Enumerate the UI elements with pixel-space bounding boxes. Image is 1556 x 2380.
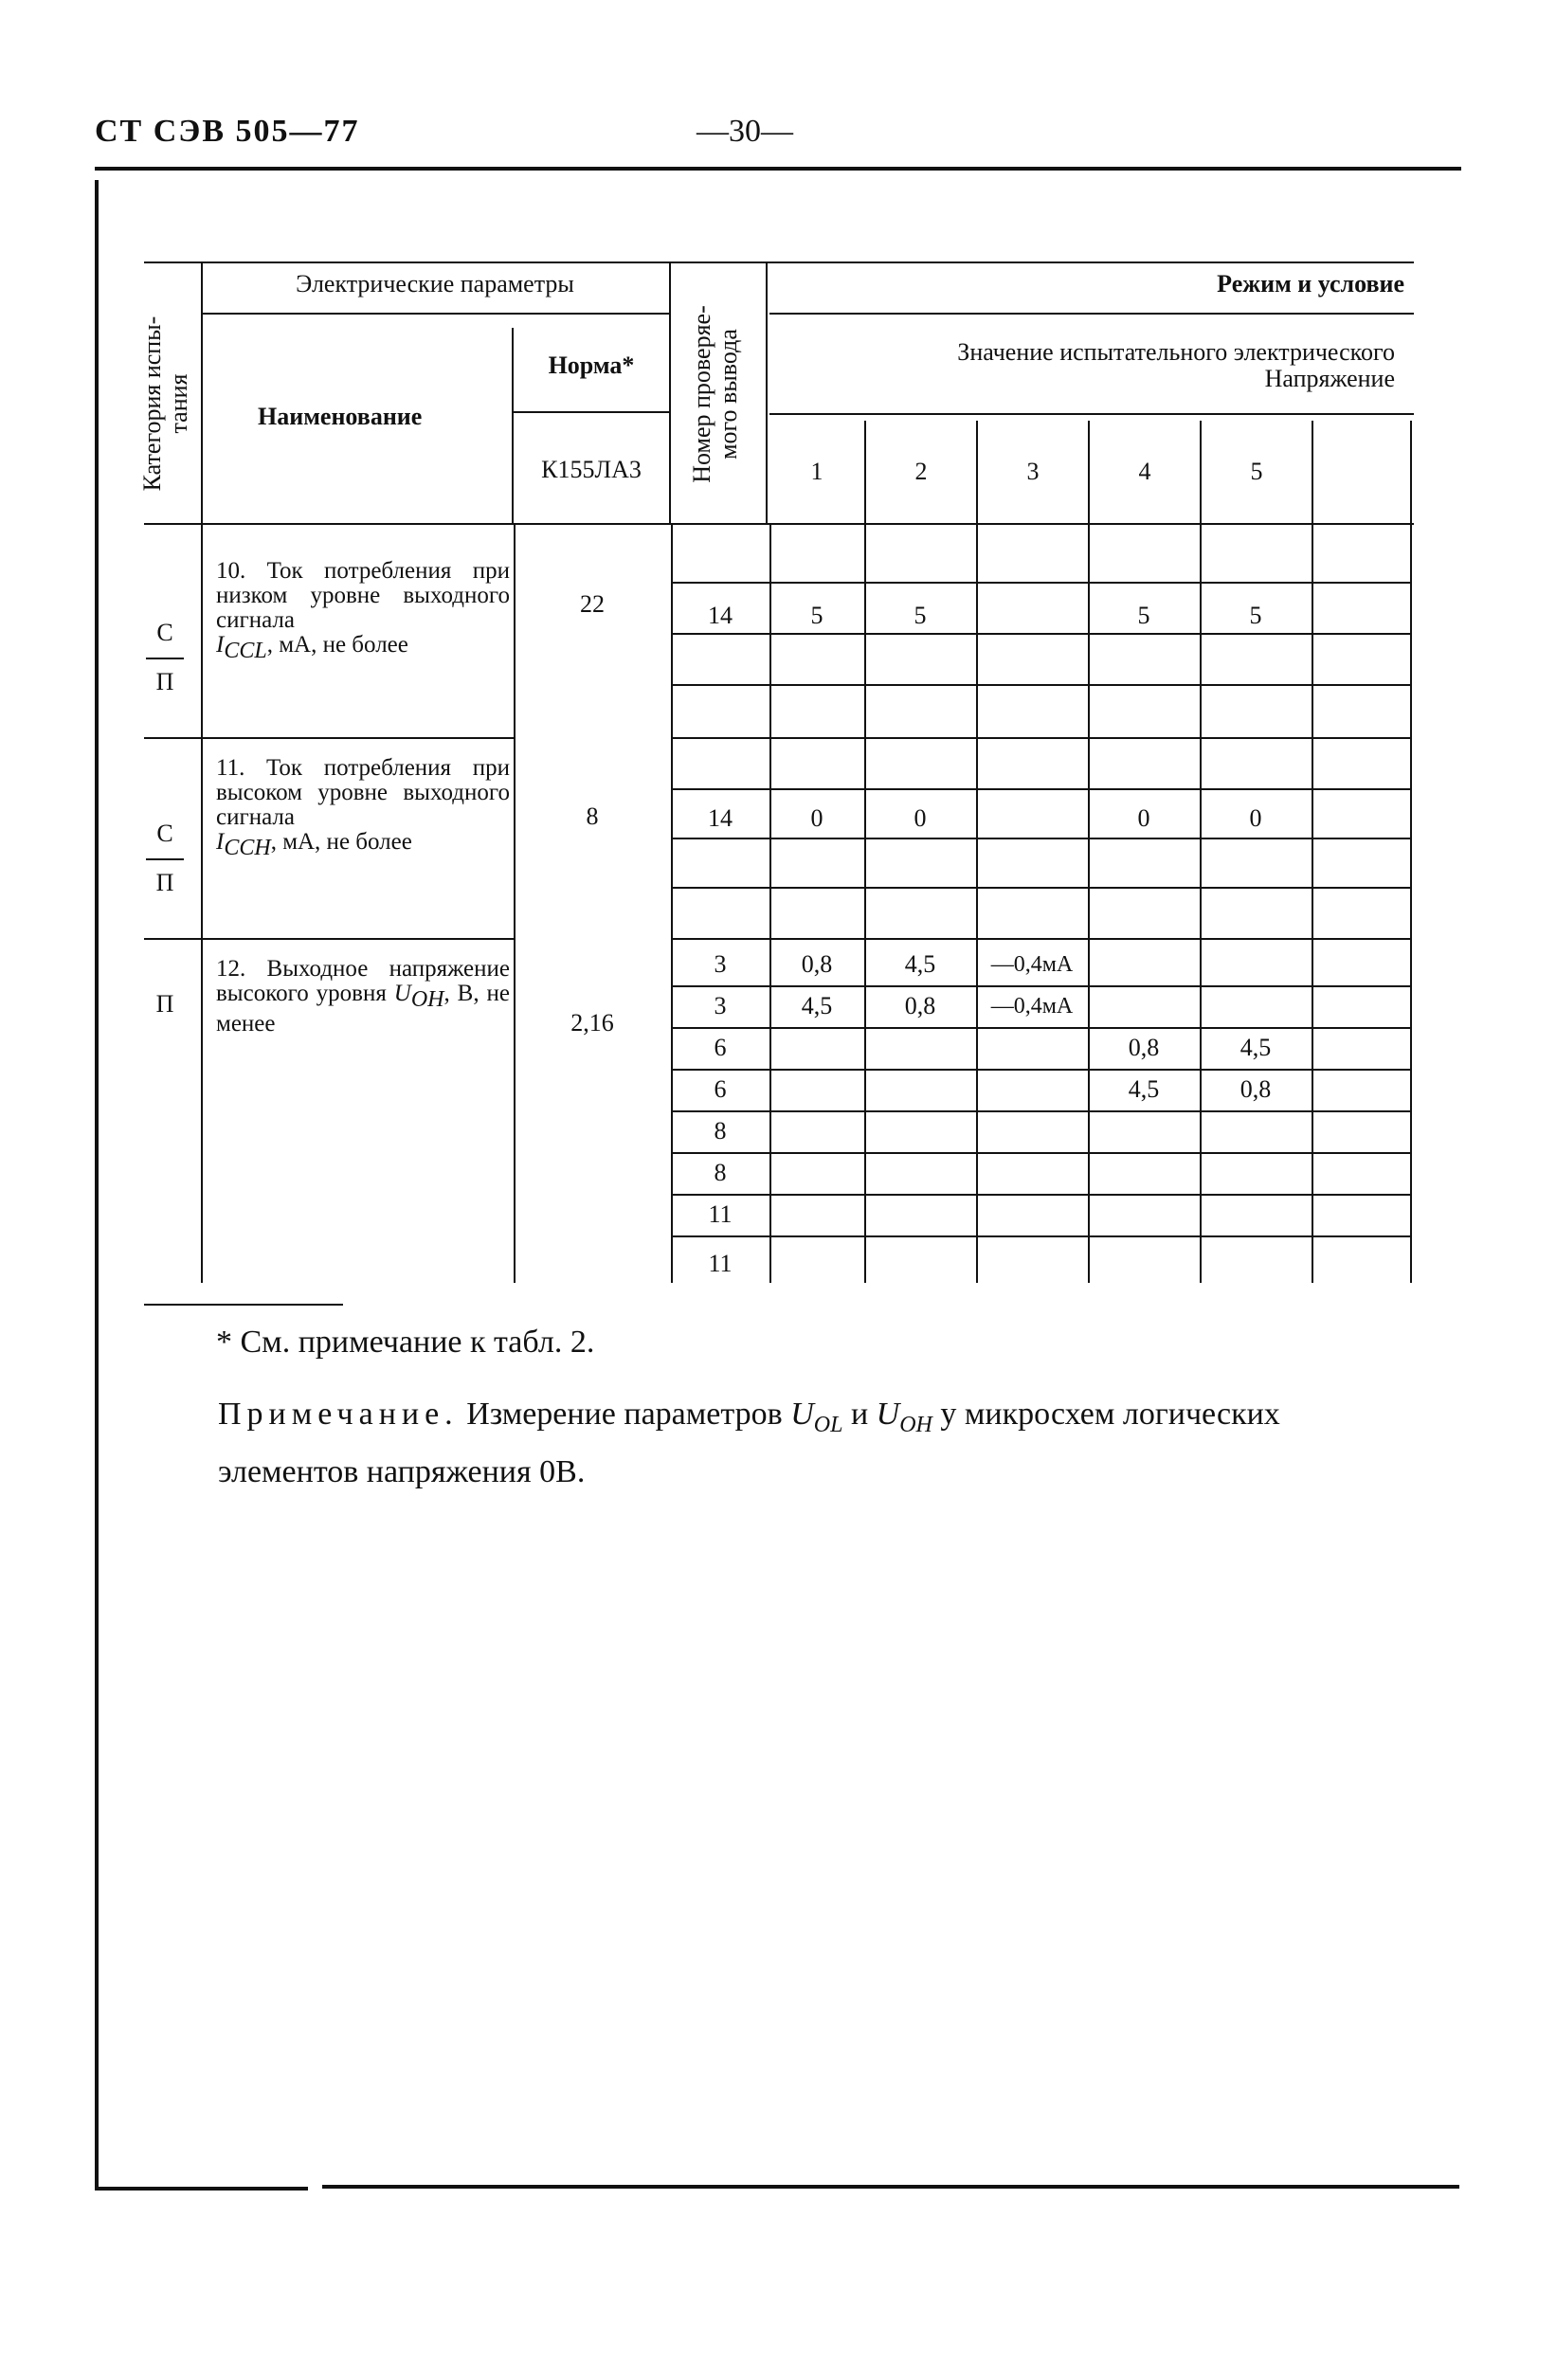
body-vline bbox=[864, 525, 866, 1283]
header-vline bbox=[669, 261, 671, 523]
row-subline bbox=[671, 838, 1410, 839]
spec-table bbox=[138, 261, 1414, 1285]
header-vline bbox=[1312, 421, 1313, 523]
row-subline bbox=[671, 684, 1410, 686]
row12-value: 4,5 bbox=[801, 992, 833, 1019]
row11-symbol-sub: CCH bbox=[224, 836, 271, 860]
row12-parameter bbox=[216, 957, 510, 1037]
header-mode: Режим и условие bbox=[1217, 270, 1404, 298]
row12-symbol-sub: OH bbox=[410, 987, 444, 1012]
row10-symbol: I bbox=[216, 632, 225, 658]
row10-value: 5 bbox=[914, 602, 927, 629]
row12-value: —0,4мА bbox=[990, 952, 1074, 977]
row11-value: 0 bbox=[1137, 804, 1150, 832]
header-voltage: Значение испытательного электрического Напряжение bbox=[957, 338, 1395, 392]
row10-value: 5 bbox=[810, 602, 823, 629]
header-vline bbox=[1410, 421, 1412, 523]
header-col-1: 1 bbox=[810, 458, 823, 485]
body-vline bbox=[1200, 525, 1202, 1283]
row-separator bbox=[671, 938, 1410, 940]
left-frame-line bbox=[95, 180, 99, 2189]
header-norm-sub: К155ЛА3 bbox=[541, 456, 642, 483]
note-symbol-uol: U bbox=[790, 1397, 814, 1432]
page-number: —30— bbox=[697, 114, 793, 149]
note-conj: и bbox=[850, 1397, 869, 1432]
row12-value: 4,5 bbox=[904, 950, 936, 978]
row10-pin: 14 bbox=[708, 602, 733, 629]
header-norm: Норма* bbox=[548, 352, 635, 379]
row12-norm: 2,16 bbox=[570, 1009, 614, 1037]
row-separator bbox=[671, 737, 1410, 739]
note-label: Примечание. bbox=[218, 1397, 459, 1432]
group-electrical-rule bbox=[201, 313, 669, 315]
row-subline bbox=[671, 1194, 1410, 1196]
row10-name: 10. Ток потребления при низком уровне выходного сигнала bbox=[216, 558, 510, 633]
row12-pin: 11 bbox=[708, 1200, 733, 1228]
document-code: СТ СЭВ 505—77 bbox=[95, 114, 360, 149]
body-vline bbox=[514, 525, 516, 1283]
note-symbol-uoh: U bbox=[876, 1397, 900, 1432]
row10-symbol-sub: CCL bbox=[224, 639, 267, 663]
row10-symbol-tail: , мА, не более bbox=[266, 632, 408, 658]
note-text-b: у микросхем логических элементов напряжения 0В. bbox=[218, 1397, 1280, 1489]
body-vline bbox=[201, 525, 203, 1283]
row12-symbol-tail: , В, не менее bbox=[216, 981, 511, 1037]
row12-pin: 8 bbox=[714, 1117, 727, 1145]
row-subline bbox=[671, 582, 1410, 584]
body-vline bbox=[769, 525, 771, 1283]
row12-value: 0,8 bbox=[904, 992, 936, 1019]
row12-value: 0,8 bbox=[1239, 1075, 1272, 1103]
row11-value: 0 bbox=[914, 804, 927, 832]
header-electrical: Электрические параметры bbox=[296, 270, 574, 298]
category-fraction-line bbox=[146, 858, 184, 860]
bottom-rule bbox=[95, 2187, 308, 2191]
footnote-rule bbox=[144, 1304, 343, 1306]
table-top-rule bbox=[144, 261, 1414, 263]
row-subline bbox=[671, 788, 1410, 790]
header-col-3: 3 bbox=[1026, 458, 1040, 485]
row11-category-bottom: П bbox=[155, 869, 174, 896]
row10-parameter bbox=[216, 559, 510, 663]
header-vline bbox=[201, 261, 203, 523]
header-name: Наименование bbox=[258, 403, 423, 430]
row11-norm: 8 bbox=[586, 802, 599, 830]
note-symbol-uol-sub: OL bbox=[813, 1412, 843, 1437]
row-separator bbox=[144, 938, 514, 940]
row12-value: 4,5 bbox=[1239, 1034, 1272, 1061]
group-mode-rule bbox=[769, 313, 1414, 315]
body-vline bbox=[976, 525, 978, 1283]
row-subline bbox=[671, 1110, 1410, 1112]
row12-pin: 11 bbox=[708, 1250, 733, 1277]
row12-pin: 6 bbox=[714, 1034, 727, 1061]
row12-pin: 8 bbox=[714, 1159, 727, 1186]
row11-value: 0 bbox=[810, 804, 823, 832]
row12-symbol: U bbox=[393, 981, 411, 1006]
row11-symbol: I bbox=[216, 829, 225, 855]
header-col-2: 2 bbox=[914, 458, 928, 485]
row-subline bbox=[671, 1027, 1410, 1029]
footnote: * См. примечание к табл. 2. bbox=[216, 1325, 595, 1360]
note-symbol-uoh-sub: OH bbox=[899, 1412, 932, 1437]
norm-sub-rule bbox=[514, 411, 669, 413]
header-col-4: 4 bbox=[1138, 458, 1151, 485]
row10-value: 5 bbox=[1137, 602, 1150, 629]
note bbox=[218, 1391, 1355, 1496]
row-subline bbox=[671, 633, 1410, 635]
body-vline bbox=[1410, 525, 1412, 1283]
header-pin: Номер проверяе- мого вывода bbox=[688, 305, 742, 483]
row-subline bbox=[671, 1152, 1410, 1154]
row12-pin: 6 bbox=[714, 1075, 727, 1103]
row10-norm: 22 bbox=[580, 590, 605, 618]
row11-symbol-tail: , мА, не более bbox=[270, 829, 412, 855]
row11-category-top: С bbox=[156, 820, 173, 847]
row11-pin: 14 bbox=[708, 804, 733, 832]
row-subline bbox=[671, 887, 1410, 889]
header-vline bbox=[766, 261, 768, 523]
row-subline bbox=[671, 1069, 1410, 1071]
note-text-a: Измерение параметров bbox=[466, 1397, 783, 1432]
row12-pin: 3 bbox=[714, 992, 727, 1019]
voltage-header-rule bbox=[769, 413, 1414, 415]
row12-category: П bbox=[155, 990, 174, 1018]
header-rule bbox=[95, 167, 1461, 171]
header-col-5: 5 bbox=[1250, 458, 1263, 485]
header-category: Категория испы- тания bbox=[138, 316, 192, 492]
row-subline bbox=[671, 985, 1410, 987]
row12-name: 12. Выходное напряжение высокого уровня bbox=[216, 956, 510, 1006]
row12-value: 0,8 bbox=[1128, 1034, 1160, 1061]
row12-value: 0,8 bbox=[801, 950, 833, 978]
row11-parameter bbox=[216, 756, 510, 860]
row11-name: 11. Ток потребления при высоком уровне выходного сигнала bbox=[216, 755, 510, 830]
row10-value: 5 bbox=[1249, 602, 1262, 629]
row12-pin: 3 bbox=[714, 950, 727, 978]
row11-value: 0 bbox=[1249, 804, 1262, 832]
row12-value: 4,5 bbox=[1128, 1075, 1160, 1103]
row10-category-top: С bbox=[156, 619, 173, 646]
category-fraction-line bbox=[146, 658, 184, 659]
body-vline bbox=[1088, 525, 1090, 1283]
body-vline bbox=[1312, 525, 1313, 1283]
row-subline bbox=[671, 1235, 1410, 1237]
row12-value: —0,4мА bbox=[990, 994, 1074, 1019]
bottom-rule bbox=[322, 2185, 1459, 2189]
header-bottom-rule bbox=[144, 523, 1414, 525]
row-separator bbox=[144, 737, 514, 739]
row10-category-bottom: П bbox=[155, 668, 174, 695]
